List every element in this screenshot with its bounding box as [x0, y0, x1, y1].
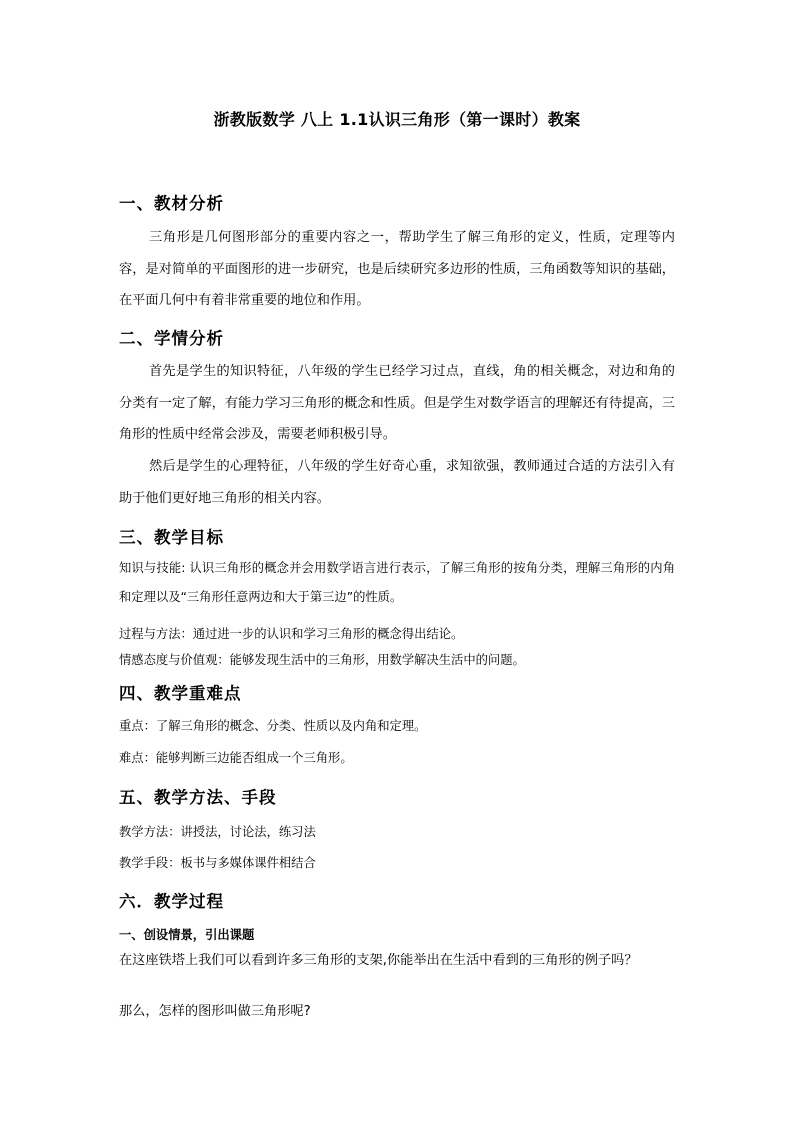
paragraph-knowledge-traits: 首先是学生的知识特征，八年级的学生已经学习过点，直线，角的相关概念，对边和角的分类有一定了解，有能力学习三角形的概念和性质。但是学生对数学语言的理解还有待提高，三角形的性质中经常会涉及，需要老师积极引导。: [119, 364, 675, 442]
process-question-1: 在这座铁塔上我们可以看到许多三角形的支架,你能举出在生活中看到的三角形的例子吗？: [119, 953, 638, 968]
process-question-2: 那么，怎样的图形叫做三角形呢?: [119, 1004, 311, 1019]
key-point: 重点：了解三角形的概念、分类、性质以及内角和定理。: [119, 719, 427, 733]
document-title: 浙教版数学 八上 1.1认识三角形（第一课时）教案: [213, 110, 581, 129]
subheading-create-scenario: 一、创设情景，引出课题: [119, 928, 255, 942]
section-heading-methods: 五、教学方法、手段: [119, 788, 277, 807]
goal-knowledge-skills: 知识与技能: 认识三角形的概念并会用数学语言进行表示，了解三角形的按角分类，理解三角形的内角和定理以及“三角形任意两边和大于第三边”的性质。: [119, 561, 675, 604]
paragraph-psychological-traits: 然后是学生的心理特征，八年级的学生好奇心重，求知欲强，教师通过合适的方法引入有助于他们更好地三角形的相关内容。: [119, 459, 675, 506]
section-heading-process: 六．教学过程: [119, 892, 224, 911]
teaching-means: 教学手段：板书与多媒体课件相结合: [119, 856, 316, 870]
section-heading-textbook-analysis: 一、教材分析: [119, 194, 224, 213]
goal-process-method: 过程与方法：通过进一步的认识和学习三角形的概念得出结论。: [119, 627, 464, 641]
goal-attitude-values: 情感态度与价值观：能够发现生活中的三角形，用数学解决生活中的问题。: [119, 653, 525, 667]
teaching-method: 教学方法：讲授法，讨论法，练习法: [119, 825, 316, 839]
section-heading-student-analysis: 二、学情分析: [119, 329, 224, 348]
paragraph-textbook-analysis: 三角形是几何图形部分的重要内容之一，帮助学生了解三角形的定义，性质，定理等内容，是对简单的平面图形的进一步研究，也是后续研究多边形的性质，三角函数等知识的基础，在平面几何中有着非常重要的地位和作用。: [119, 230, 675, 308]
difficult-point: 难点：能够判断三边能否组成一个三角形。: [119, 751, 353, 765]
section-heading-teaching-goals: 三、教学目标: [119, 528, 224, 547]
section-heading-key-difficult: 四、教学重难点: [119, 684, 242, 703]
